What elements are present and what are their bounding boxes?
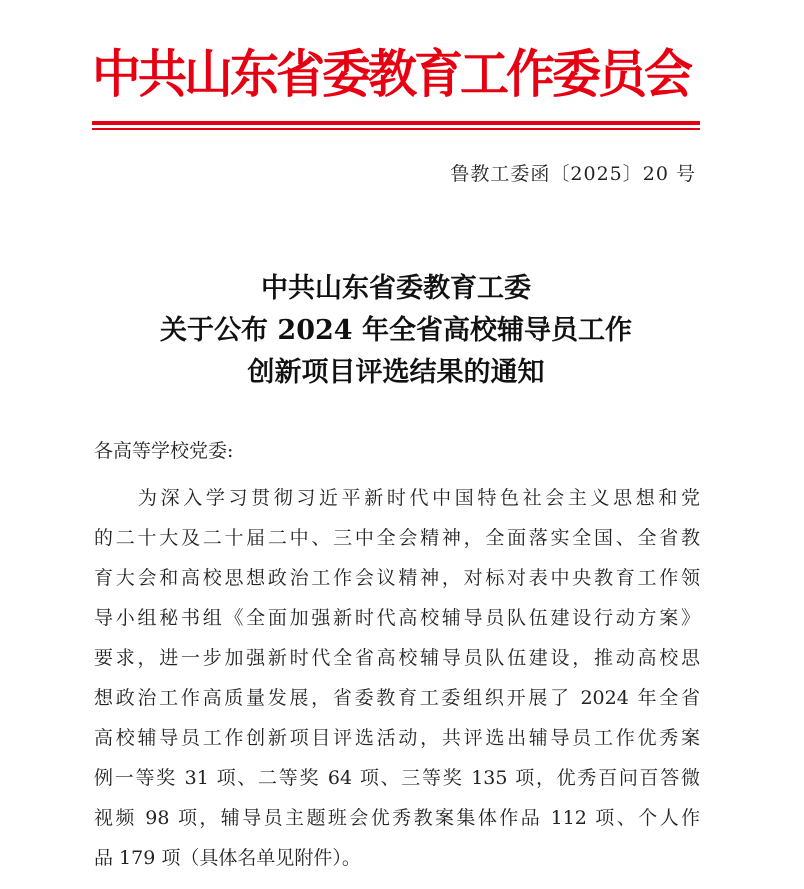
body-line: 要求，进一步加强新时代全省高校辅导员队伍建设，推动高校思 [94, 647, 700, 669]
body-line: 育大会和高校思想政治工作会议精神，对标对表中央教育工作领 [94, 567, 700, 589]
salutation: 各高等学校党委: [94, 440, 234, 462]
masthead-thick-rule [92, 121, 700, 125]
body-line: 为深入学习贯彻习近平新时代中国特色社会主义思想和党 [138, 487, 700, 509]
document-number: 鲁教工委函〔2025〕20 号 [450, 163, 696, 185]
title-line-2: 关于公布 2024 年全省高校辅导员工作 [160, 315, 632, 346]
document-title [90, 268, 702, 394]
masthead-org-name: 中共山东省委教育工作委员会 [92, 43, 691, 105]
title-line-3: 创新项目评选结果的通知 [247, 357, 545, 388]
body-line: 导小组秘书组《全面加强新时代高校辅导员队伍建设行动方案》 [94, 607, 700, 629]
body-line: 品 179 项（具体名单见附件）。 [94, 847, 361, 869]
body-line: 想政治工作高质量发展，省委教育工委组织开展了 2024 年全省 [94, 687, 700, 709]
body-paragraph [94, 478, 700, 878]
body-line: 高校辅导员工作创新项目评选活动，共评选出辅导员工作优秀案 [94, 727, 700, 749]
masthead-thin-rule [92, 128, 700, 130]
body-line: 例一等奖 31 项、二等奖 64 项、三等奖 135 项，优秀百问百答微 [94, 767, 700, 789]
body-line: 视频 98 项，辅导员主题班会优秀教案集体作品 112 项、个人作 [94, 807, 700, 829]
title-line-1: 中共山东省委教育工委 [261, 273, 531, 304]
body-line: 的二十大及二十届二中、三中全会精神，全面落实全国、全省教 [94, 527, 700, 549]
